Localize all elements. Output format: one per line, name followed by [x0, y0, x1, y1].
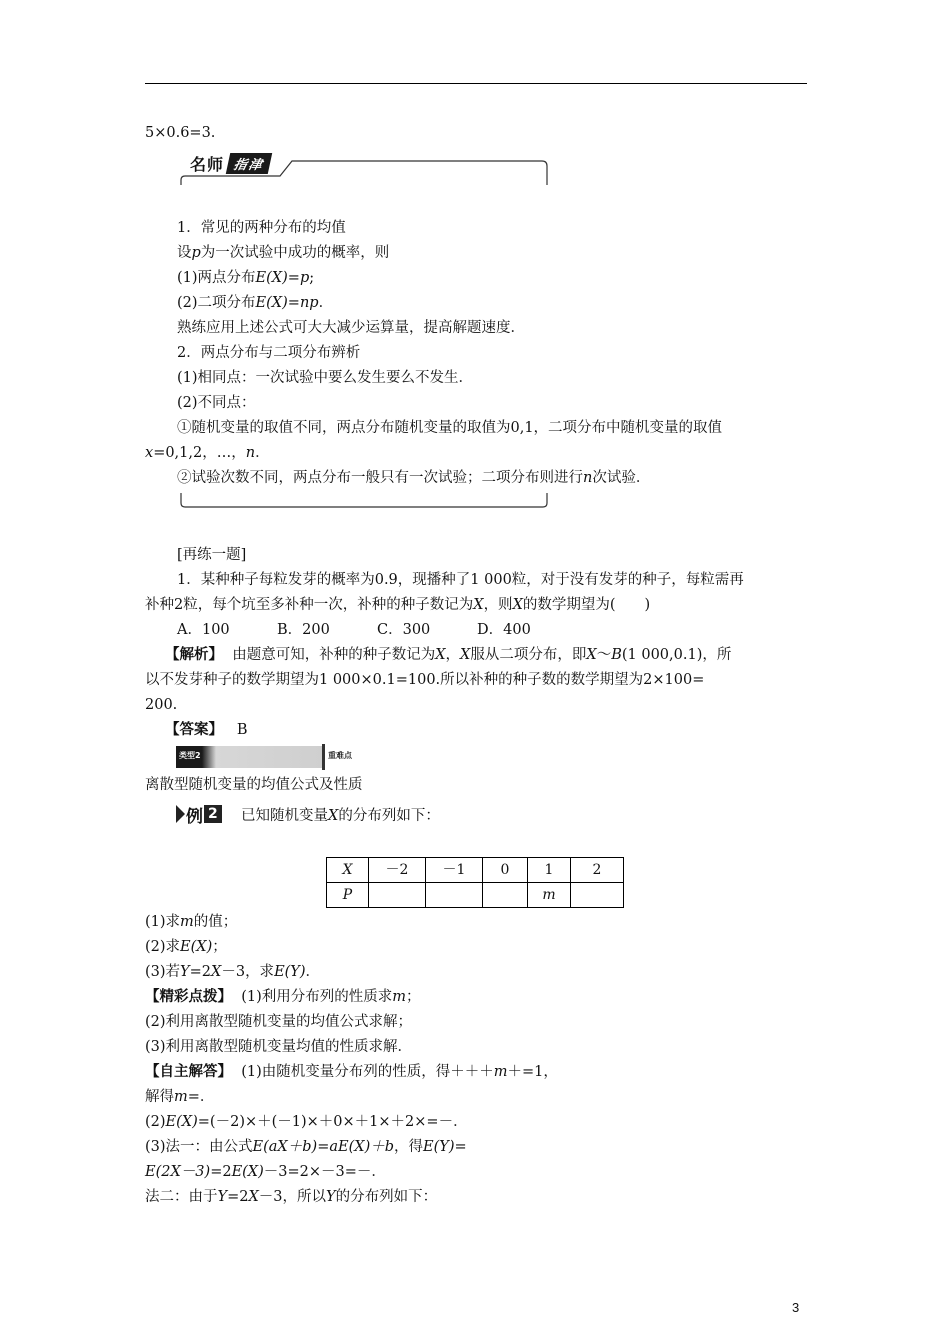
tips-line-8: (2)不同点：	[177, 395, 256, 411]
table-cell	[571, 883, 624, 908]
example-label-number: 2	[204, 805, 222, 823]
question-3: (3)若Y=2X－3，求E(Y)．	[145, 964, 321, 980]
tips-box-bottom	[180, 492, 548, 510]
example-label	[176, 803, 222, 825]
solution-line-1: 【自主解答】 (1)由随机变量分布列的性质，得＋＋＋m＋=1，	[145, 1063, 558, 1080]
hint-line-1: 【精彩点拨】 (1)利用分布列的性质求m；	[145, 988, 421, 1005]
tips-line-7: (1)相同点：一次试验中要么发生要么不发生．	[177, 370, 474, 386]
solution-line-4: (3)法一：由公式E(aX＋b)=aE(X)＋b，得E(Y)=	[145, 1139, 467, 1155]
solution-line-6: 法二：由于Y=2X－3，所以Y的分布列如下：	[145, 1189, 438, 1205]
table-row	[327, 858, 624, 883]
tips-label-badge: 指津	[226, 153, 272, 174]
example-stem: 已知随机变量X的分布列如下：	[241, 808, 440, 824]
tips-line-3: (1)两点分布E(X)=p;	[177, 270, 315, 286]
tips-line-4: (2)二项分布E(X)=np．	[177, 295, 334, 311]
distribution-table	[326, 857, 624, 908]
table-cell	[426, 883, 483, 908]
table-cell: m	[528, 883, 571, 908]
solution-line-2: 解得m=．	[145, 1089, 215, 1105]
option-d: D．400	[477, 622, 531, 638]
table-cell: P	[327, 883, 369, 908]
table-cell: 1	[528, 858, 571, 883]
tips-line-2: 设p为一次试验中成功的概率，则	[177, 245, 390, 261]
tips-label-main: 名师	[190, 154, 225, 174]
analysis-line-2: 以不发芽种子的数学期望为1 000×0.1=100.所以补种的种子数的数学期望为2×100=	[145, 672, 705, 688]
table-cell	[483, 883, 528, 908]
tips-label	[190, 152, 270, 174]
section-title: 离散型随机变量的均值公式及性质	[145, 777, 363, 793]
practice-heading: [再练一题]	[177, 547, 247, 563]
answer-line: 【答案】 B	[165, 721, 248, 738]
tips-line-10: x=0,1,2，…，n．	[145, 445, 270, 461]
intro-line: 5×0.6=3.	[145, 125, 216, 141]
tips-line-5: 熟练应用上述公式可大大减少运算量，提高解题速度．	[177, 320, 525, 336]
table-cell	[369, 883, 426, 908]
type-banner-end-label: 重难点	[328, 751, 352, 760]
option-a: A．100	[177, 622, 230, 638]
solution-line-3: (2)E(X)=(－2)×＋(－1)×＋0×＋1×＋2×=－．	[145, 1114, 468, 1130]
option-c: C．300	[377, 622, 431, 638]
header-rule	[145, 83, 807, 84]
tips-line-1: 1．常见的两种分布的均值	[177, 220, 346, 236]
question-1: (1)求m的值；	[145, 914, 238, 930]
hint-line-3: (3)利用离散型随机变量均值的性质求解．	[145, 1039, 413, 1055]
table-cell: －1	[426, 858, 483, 883]
example-label-word: 例	[186, 806, 203, 827]
practice-question-line-2: 补种2粒，每个坑至多补种一次，补种的种子数记为X，则X的数学期望为( )	[145, 597, 651, 613]
analysis-line-3: 200.	[145, 697, 178, 713]
analysis-line-1: 【解析】 由题意可知，补种的种子数记为X，X服从二项分布，即X～B(1 000,0.1)，所	[165, 646, 732, 663]
tips-line-9: ①随机变量的取值不同，两点分布随机变量的取值为0,1，二项分布中随机变量的取值	[177, 420, 723, 436]
table-cell: X	[327, 858, 369, 883]
table-cell: －2	[369, 858, 426, 883]
type-banner-tag: 类型2	[179, 751, 201, 760]
table-cell: 0	[483, 858, 528, 883]
tips-line-6: 2．两点分布与二项分布辨析	[177, 345, 361, 361]
option-b: B．200	[277, 622, 330, 638]
table-row	[327, 883, 624, 908]
hint-line-2: (2)利用离散型随机变量的均值公式求解；	[145, 1014, 413, 1030]
practice-question-line-1: 1．某种种子每粒发芽的概率为0.9，现播种了1 000粒，对于没有发芽的种子，每粒需再	[177, 572, 744, 588]
page-number: 3	[792, 1300, 800, 1315]
type-banner	[176, 746, 322, 768]
triangle-icon	[176, 805, 185, 823]
table-cell: 2	[571, 858, 624, 883]
solution-line-5: E(2X－3)=2E(X)－3=2×－3=－．	[145, 1164, 386, 1180]
type-banner-end	[322, 744, 325, 770]
tips-line-11: ②试验次数不同，两点分布一般只有一次试验；二项分布则进行n次试验．	[177, 470, 651, 486]
question-2: (2)求E(X)；	[145, 939, 227, 955]
